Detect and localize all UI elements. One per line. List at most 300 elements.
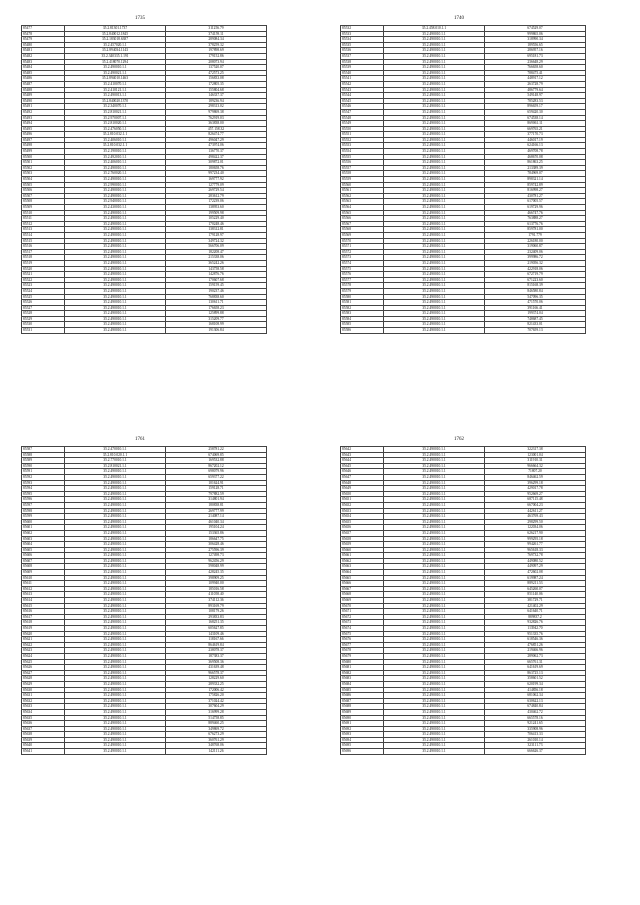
amount-cell: 138953.60	[166, 205, 267, 211]
id-cell: 85631	[22, 693, 65, 699]
code-cell: 35.2.490010.1.1	[384, 244, 485, 250]
code-cell: 35.2.490010.1.1	[65, 737, 166, 743]
code-cell: 35.2.490010.1.1	[65, 614, 166, 620]
id-cell: 85644	[341, 458, 384, 464]
amount-cell: 182208.47	[166, 249, 267, 255]
code-cell: 35.2.490010.1.1	[384, 502, 485, 508]
id-cell: 85589	[22, 458, 65, 464]
id-cell: 85641	[22, 749, 65, 755]
id-cell: 85594	[22, 486, 65, 492]
code-cell: 35.2.490010.1.1	[65, 609, 166, 615]
id-cell: 85661	[341, 553, 384, 559]
amount-cell: 766658.60	[485, 65, 586, 71]
id-cell: 85578	[341, 283, 384, 289]
id-cell: 85598	[22, 508, 65, 514]
id-cell: 85520	[22, 266, 65, 272]
code-cell: 35.2.490010.1.1	[384, 586, 485, 592]
amount-cell: 172006.42	[166, 687, 267, 693]
code-cell: 35.2.490010.1.1	[384, 199, 485, 205]
code-cell: 35.2.490010.1.1	[65, 536, 166, 542]
id-cell: 85536	[341, 48, 384, 54]
code-cell: 35.2.490010.1.1	[65, 603, 166, 609]
amount-cell: 821433.01	[485, 322, 586, 328]
id-cell: 85604	[22, 542, 65, 548]
code-cell: 35.2.810021.1.1	[65, 463, 166, 469]
amount-cell: 143109.46	[166, 631, 267, 637]
amount-cell: 605627.85	[166, 626, 267, 632]
id-cell: 85624	[22, 653, 65, 659]
amount-cell: 994261.77	[485, 542, 586, 548]
amount-cell: 311910.31	[485, 458, 586, 464]
amount-cell: 797882.59	[166, 491, 267, 497]
amount-cell: 463769.43	[485, 514, 586, 520]
id-cell: 85566	[341, 216, 384, 222]
id-cell: 85554	[341, 149, 384, 155]
code-cell: 35.2.490010.1.1	[384, 322, 485, 328]
id-cell: 85477	[22, 26, 65, 32]
amount-cell: 469708.78	[485, 149, 586, 155]
code-cell: 35.2.490010.1.1	[65, 525, 166, 531]
code-cell: 35.2.490010.1.1	[65, 726, 166, 732]
id-cell: 85577	[341, 277, 384, 283]
id-cell: 85558	[341, 171, 384, 177]
code-cell: 35.2.490010.1.1	[384, 749, 485, 755]
amount-cell: 768838.60	[166, 294, 267, 300]
code-cell: 35.2.490010.1.1	[65, 586, 166, 592]
amount-cell: 187383.37	[166, 653, 267, 659]
id-cell: 85626	[22, 665, 65, 671]
amount-cell: 979869.38	[166, 109, 267, 115]
code-cell: 35.2.490010.1.1	[65, 260, 166, 266]
id-cell: 85553	[341, 143, 384, 149]
table-row	[341, 328, 586, 334]
code-cell: 35.2.340335.1.191	[65, 53, 166, 59]
code-cell: 35.2.490010.1.1	[384, 93, 485, 99]
amount-cell: 138312.81	[166, 227, 267, 233]
code-cell: 35.2.990010.1.1	[65, 182, 166, 188]
amount-cell: 762919.03	[166, 115, 267, 121]
code-cell: 35.2.490010.1.1	[384, 149, 485, 155]
id-cell: 85524	[22, 288, 65, 294]
amount-cell: 748687.45	[485, 316, 586, 322]
id-cell: 85559	[341, 177, 384, 183]
amount-cell: 170607.68	[166, 277, 267, 283]
amount-cell: 185016.58	[166, 586, 267, 592]
id-cell: 85601	[22, 525, 65, 531]
id-cell: 85531	[22, 328, 65, 334]
code-cell: 35.2.490010.1.1	[384, 598, 485, 604]
id-cell: 85632	[22, 698, 65, 704]
code-cell: 35.2.490010.1.1	[65, 693, 166, 699]
id-cell: 85555	[341, 154, 384, 160]
code-cell: 35.2.490010.1.1	[65, 653, 166, 659]
amount-cell: 143758.58	[166, 266, 267, 272]
amount-cell: 896659.17	[485, 104, 586, 110]
id-cell: 85538	[341, 59, 384, 65]
id-cell: 85602	[22, 530, 65, 536]
amount-cell: 846462.59	[485, 474, 586, 480]
id-cell: 85516	[22, 244, 65, 250]
id-cell: 85593	[22, 480, 65, 486]
id-cell: 85485	[22, 70, 65, 76]
id-cell: 85505	[22, 182, 65, 188]
amount-cell: 238078.37	[166, 648, 267, 654]
code-cell: 35.2.490010.1.1	[65, 659, 166, 665]
code-cell: 35.2.490010.1.1	[384, 132, 485, 138]
amount-cell: 859781.00	[485, 227, 586, 233]
amount-cell: 130611.71	[166, 300, 267, 306]
id-cell: 85586	[341, 328, 384, 334]
code-cell: 35.2.490010.1.1	[65, 642, 166, 648]
id-cell: 85672	[341, 614, 384, 620]
id-cell: 85532	[341, 26, 384, 32]
amount-cell: 127779.09	[166, 182, 267, 188]
amount-cell: 549148.97	[485, 93, 586, 99]
amount-cell: 666626.37	[485, 749, 586, 755]
code-cell: 35.2.490010.1.1	[384, 37, 485, 43]
amount-cell: 269777.99	[166, 508, 267, 514]
id-cell: 85670	[341, 603, 384, 609]
amount-cell: 155804.68	[166, 87, 267, 93]
amount-cell: 179152.86	[166, 53, 267, 59]
id-cell: 85567	[341, 221, 384, 227]
id-cell: 85571	[341, 244, 384, 250]
amount-cell: 671223.60	[485, 277, 586, 283]
amount-cell: 674069.85	[166, 452, 267, 458]
amount-cell: 898321.14	[485, 177, 586, 183]
code-cell: 35.2.490010.1.1	[384, 294, 485, 300]
code-cell: 35.2.490010.1.1	[384, 570, 485, 576]
id-cell: 85488	[22, 87, 65, 93]
amount-cell: 429017.78	[485, 486, 586, 492]
id-cell: 85592	[22, 474, 65, 480]
code-cell: 35.2.490010.1.1	[384, 53, 485, 59]
code-cell: 35.2.490010.1.1	[384, 609, 485, 615]
id-cell: 85523	[22, 283, 65, 289]
amount-cell: 966664.32	[485, 463, 586, 469]
id-cell: 85501	[22, 160, 65, 166]
amount-cell: 378259.32	[166, 42, 267, 48]
amount-cell: 448917.12	[485, 76, 586, 82]
id-cell: 85640	[22, 743, 65, 749]
amount-cell: 698079.96	[166, 469, 267, 475]
amount-cell: 289062.73	[485, 653, 586, 659]
code-cell: 35.2.490010.1.1	[384, 87, 485, 93]
code-cell: 35.2.490010.1.1	[384, 525, 485, 531]
id-cell: 85529	[22, 316, 65, 322]
code-cell: 35.2.490010.1.1	[384, 497, 485, 503]
id-cell: 85506	[22, 188, 65, 194]
amount-cell: 391166.41	[485, 305, 586, 311]
code-cell: 35.2.490010.1.1	[384, 603, 485, 609]
code-cell: 35.2.490010.1.1	[65, 530, 166, 536]
amount-cell: 168251.35	[166, 620, 267, 626]
id-cell: 85622	[22, 642, 65, 648]
code-cell: 35.2.490010.1.1	[65, 288, 166, 294]
amount-cell: 213389.39	[485, 165, 586, 171]
amount-cell: 122034.06	[485, 525, 586, 531]
amount-cell: 514758.85	[166, 715, 267, 721]
id-cell: 85543	[341, 87, 384, 93]
code-cell: 35.2.490010.1.1	[65, 514, 166, 520]
code-cell: 35.2.490010.1.1	[384, 514, 485, 520]
id-cell: 85480	[22, 42, 65, 48]
code-cell: 35.2.490010.1.1	[384, 681, 485, 687]
amount-cell: 190237.46	[166, 288, 267, 294]
code-cell: 35.2.490010.1.1	[65, 631, 166, 637]
amount-cell: 358601.52	[485, 676, 586, 682]
code-cell: 35.2.490010.1.1	[65, 221, 166, 227]
amount-cell: 269729.54	[166, 188, 267, 194]
code-cell: 35.2.490010.1.1	[384, 530, 485, 536]
id-cell: 85678	[341, 648, 384, 654]
amount-cell: 706413.33	[485, 732, 586, 738]
code-cell: 35.2.490010.1.1	[384, 575, 485, 581]
amount-cell: 258781.22	[166, 447, 267, 453]
code-cell: 35.2.490010.1.1	[384, 709, 485, 715]
amount-cell: 962456.29	[166, 558, 267, 564]
code-cell: 35.2.490010.1.1	[65, 665, 166, 671]
id-cell: 85619	[22, 626, 65, 632]
code-cell: 35.2.490010.1.1	[384, 232, 485, 238]
amount-cell: 125899.88	[166, 311, 267, 317]
amount-cell: 851140.06	[485, 592, 586, 598]
code-cell: 35.2.490010.1.1	[65, 648, 166, 654]
code-cell: 35.2.490010.1.1	[65, 491, 166, 497]
amount-cell: 314801.94	[166, 497, 267, 503]
id-cell: 85561	[341, 188, 384, 194]
id-cell: 85679	[341, 653, 384, 659]
code-cell: 35.2.490010.1.1	[65, 238, 166, 244]
code-cell: 35.2.340070.1.1	[65, 104, 166, 110]
table-row	[22, 749, 267, 755]
id-cell: 85574	[341, 260, 384, 266]
code-cell: 35.2.490010.1.1	[384, 620, 485, 626]
id-cell: 85542	[341, 81, 384, 87]
amount-cell: 997234.40	[166, 171, 267, 177]
code-cell: 35.2.490010.1.1	[384, 328, 485, 334]
id-cell: 85484	[22, 65, 65, 71]
amount-cell: 236648.29	[485, 59, 586, 65]
amount-cell: 618546.36	[485, 637, 586, 643]
amount-cell: 323111.73	[485, 743, 586, 749]
code-cell: 35.2.490010.1.1	[384, 458, 485, 464]
amount-cell: 422918.06	[485, 266, 586, 272]
id-cell: 85526	[22, 300, 65, 306]
code-cell: 35.2.490010.1.1	[384, 216, 485, 222]
code-cell: 35.2.490010.1.1	[384, 109, 485, 115]
code-cell: 35.2.490010.1.1	[65, 626, 166, 632]
code-cell: 35.2.406010.1.1	[65, 137, 166, 143]
amount-cell: 369508.36	[166, 659, 267, 665]
amount-cell: 473974.06	[166, 143, 267, 149]
id-cell: 85560	[341, 182, 384, 188]
code-cell: 35.2.490010.1.1	[384, 547, 485, 553]
code-cell: 35.2.490010.1.1	[384, 486, 485, 492]
amount-cell: 172239.06	[166, 199, 267, 205]
id-cell: 85595	[22, 491, 65, 497]
code-cell: 35.2.490010.1.1	[65, 670, 166, 676]
amount-cell: 965618.33	[485, 547, 586, 553]
id-cell: 85518	[22, 255, 65, 261]
id-cell: 85655	[341, 519, 384, 525]
code-cell: 35.2.490010.1.1	[384, 508, 485, 514]
amount-cell: 306428.46	[166, 542, 267, 548]
code-cell: 35.2.490010.1.1	[65, 749, 166, 755]
code-cell: 35.2.490010.1.1	[384, 491, 485, 497]
amount-cell: 486779.64	[485, 87, 586, 93]
code-cell: 35.2.894010.1463	[65, 76, 166, 82]
id-cell: 85625	[22, 659, 65, 665]
id-cell: 85671	[341, 609, 384, 615]
code-cell: 35.2.490010.1.1	[384, 300, 485, 306]
id-cell: 85621	[22, 637, 65, 643]
code-cell: 35.2.490010.1.1	[384, 59, 485, 65]
code-cell: 35.2.490010.1.1	[384, 648, 485, 654]
amount-cell: 319060.87	[485, 244, 586, 250]
id-cell: 85539	[341, 65, 384, 71]
code-cell: 35.2.810021.1.1	[65, 109, 166, 115]
id-cell: 85639	[22, 737, 65, 743]
code-cell: 35.2.490010.1.1	[384, 137, 485, 143]
code-cell: 35.2.490010.1.1	[384, 104, 485, 110]
amount-cell: 374159.11	[166, 31, 267, 37]
code-cell: 35.2.490021.1.1	[65, 70, 166, 76]
id-cell: 85651	[341, 497, 384, 503]
data-table	[21, 446, 267, 755]
id-cell: 85550	[341, 126, 384, 132]
id-cell: 85489	[22, 93, 65, 99]
amount-cell: 136770.37	[166, 149, 267, 155]
amount-cell: 674840.84	[485, 704, 586, 710]
id-cell: 85680	[341, 659, 384, 665]
code-cell: 35.2.490010.1.1	[65, 547, 166, 553]
id-cell: 85540	[341, 70, 384, 76]
amount-cell: 137520.07	[166, 65, 267, 71]
id-cell: 85606	[22, 553, 65, 559]
amount-cell: 769732.78	[485, 553, 586, 559]
code-cell: 35.2.490010.1.1	[384, 115, 485, 121]
id-cell: 85605	[22, 547, 65, 553]
amount-cell: 665761.31	[485, 659, 586, 665]
code-cell: 35.2.490010.1.1	[384, 193, 485, 199]
amount-cell: 219056.32	[485, 260, 586, 266]
code-cell: 35.2.810020.1.1	[65, 121, 166, 127]
code-cell: 35.2.490010.1.1	[384, 165, 485, 171]
id-cell: 85496	[22, 132, 65, 138]
code-cell: 35.2.490010.1.1	[65, 255, 166, 261]
panel-title: 1762	[454, 437, 464, 442]
code-cell: 35.2.490010.1.1	[384, 188, 485, 194]
data-table	[21, 25, 267, 334]
id-cell: 85647	[341, 474, 384, 480]
id-cell: 85690	[341, 715, 384, 721]
code-cell: 35.2.490010.1.1	[65, 721, 166, 727]
amount-cell: 289332.25	[166, 681, 267, 687]
amount-cell: 816998.27	[485, 188, 586, 194]
code-cell: 35.2.490010.1.1	[384, 221, 485, 227]
code-cell: 35.2.490010.1.1	[384, 542, 485, 548]
code-cell: 35.2.490010.1.1	[384, 272, 485, 278]
amount-cell: 889460.25	[166, 721, 267, 727]
amount-cell: 619987.24	[485, 575, 586, 581]
code-cell: 35.2.490010.1.1	[65, 564, 166, 570]
id-cell: 85581	[341, 300, 384, 306]
id-cell: 85695	[341, 743, 384, 749]
amount-cell: 214087.14	[166, 514, 267, 520]
code-cell: 35.2.760020.1.1	[65, 171, 166, 177]
id-cell: 85492	[22, 109, 65, 115]
id-cell: 85582	[341, 305, 384, 311]
amount-cell: 784969.07	[485, 171, 586, 177]
amount-cell: 1791.779	[485, 232, 586, 238]
id-cell: 85513	[22, 227, 65, 233]
code-cell: 35.2.490010.1.1	[384, 536, 485, 542]
amount-cell: 309872.01	[166, 160, 267, 166]
id-cell: 85660	[341, 547, 384, 553]
code-cell: 35.2.490010.1.1	[65, 316, 166, 322]
code-cell: 35.2.490010.1.1	[65, 497, 166, 503]
amount-cell: 645260.07	[485, 586, 586, 592]
amount-cell: 461040.34	[166, 519, 267, 525]
amount-cell: 71807.20	[485, 469, 586, 475]
id-cell: 85568	[341, 227, 384, 233]
amount-cell: 105229.40	[166, 216, 267, 222]
code-cell: 35.2.458.010.1.1	[384, 26, 485, 32]
amount-cell: 430781.27	[485, 193, 586, 199]
amount-cell: 707659.13	[485, 328, 586, 334]
code-cell: 35.2.490010.1.1	[65, 474, 166, 480]
id-cell: 85599	[22, 514, 65, 520]
code-cell: 35.2.490010.1.1	[384, 81, 485, 87]
id-cell: 85659	[341, 542, 384, 548]
amount-cell: 566706.09	[166, 244, 267, 250]
id-cell: 85546	[341, 104, 384, 110]
id-cell: 85656	[341, 525, 384, 531]
code-cell: 35.2.490010.1.1	[384, 452, 485, 458]
code-cell: 35.2.490010.1.1	[384, 42, 485, 48]
amount-cell: 681062.34	[485, 693, 586, 699]
id-cell: 85583	[341, 311, 384, 317]
id-cell: 85564	[341, 205, 384, 211]
id-cell: 85669	[341, 598, 384, 604]
id-cell: 85664	[341, 570, 384, 576]
id-cell: 85515	[22, 238, 65, 244]
code-cell: 35.2.490010.1.1	[65, 322, 166, 328]
amount-cell: 476851.26	[485, 642, 586, 648]
code-cell: 35.2.490010.1.1	[65, 709, 166, 715]
code-cell: 35.2.810.032.1.1	[65, 132, 166, 138]
id-cell: 85517	[22, 249, 65, 255]
amount-cell: 377170.73	[485, 132, 586, 138]
code-cell: 35.2.490010.1.1	[384, 205, 485, 211]
amount-cell: 128229.60	[166, 676, 267, 682]
amount-cell: 108179.26	[166, 609, 267, 615]
code-cell: 35.2.490010.1.1	[65, 558, 166, 564]
id-cell: 85508	[22, 199, 65, 205]
code-cell: 35.2.490010.1.1	[384, 687, 485, 693]
amount-cell: 142111.26	[166, 749, 267, 755]
amount-cell: 430462.72	[485, 709, 586, 715]
code-cell: 35.2.490010.1.1	[384, 737, 485, 743]
code-cell: 35.2.490010.1.1	[65, 676, 166, 682]
id-cell: 85507	[22, 193, 65, 199]
id-cell: 85665	[341, 575, 384, 581]
code-cell: 35.2.970007.1.1	[65, 115, 166, 121]
code-cell: 35.2.490010.1.1	[384, 48, 485, 54]
id-cell: 85528	[22, 311, 65, 317]
id-cell: 85481	[22, 48, 65, 54]
